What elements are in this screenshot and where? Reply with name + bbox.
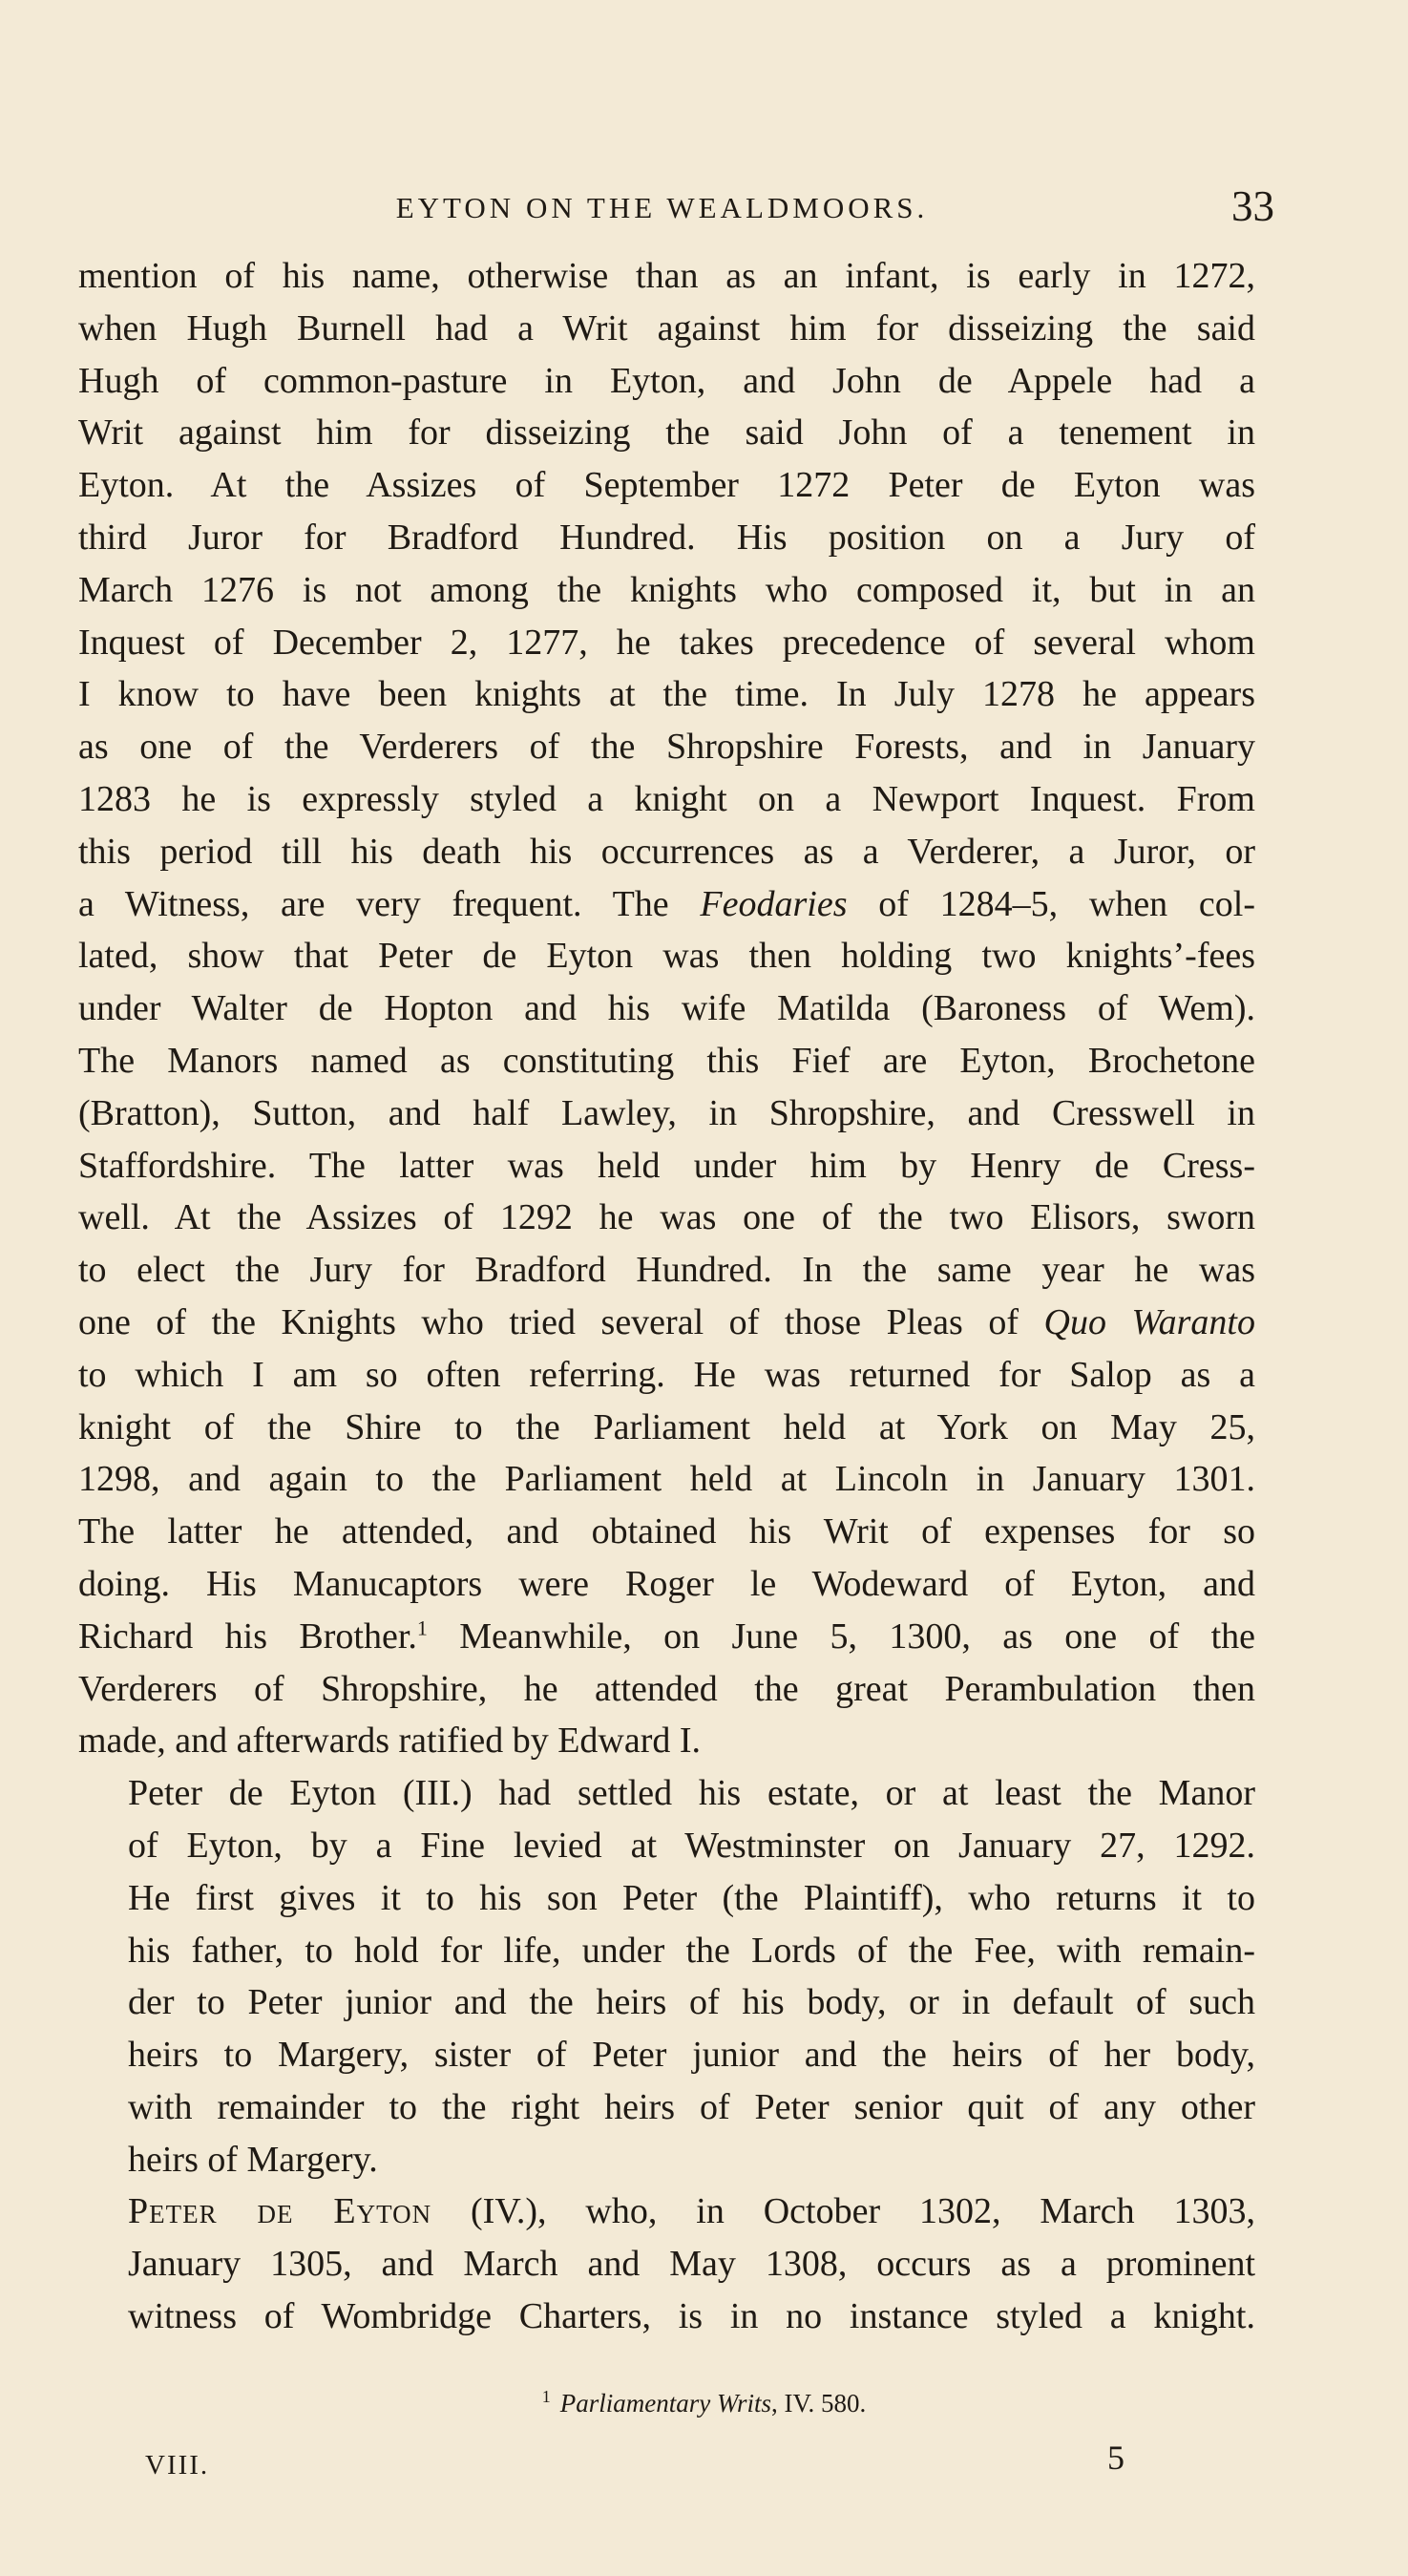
text-line: January 1305, and March and May 1308, occurs as a prominent <box>128 2244 1255 2285</box>
paragraph-3 <box>78 2185 1255 2342</box>
text-line: Hugh of common-pasture in Eyton, and John de Appele had a <box>78 360 1255 401</box>
text-line: mention of his name, otherwise than as an infant, is early in 1272, <box>78 256 1255 296</box>
text-line-peter-iv <box>78 2185 1255 2238</box>
footnote-mark: 1 <box>541 2387 551 2406</box>
text-line-quo-waranto <box>78 1297 1255 1349</box>
text-line: Staffordshire. The latter was held under him by Henry de Cress- <box>78 1145 1255 1186</box>
text-line: Verderers of Shropshire, he attended the great Perambulation then <box>78 1668 1255 1709</box>
text-line: lated, show that Peter de Eyton was then holding two knights’-fees <box>78 936 1255 977</box>
text-line: doing. His Manucaptors were Roger le Wodeward of Eyton, and <box>78 1563 1255 1604</box>
footnote-reference: 1 <box>416 1615 428 1640</box>
italic-title: Quo Waranto <box>1043 1301 1255 1342</box>
page-number: 33 <box>1231 182 1274 230</box>
text-line: under Walter de Hopton and his wife Matilda (Baroness of Wem). <box>78 988 1255 1029</box>
text-line: heirs of Margery. <box>128 2139 378 2180</box>
text-line: (Bratton), Sutton, and half Lawley, in Shropshire, and Cresswell in <box>78 1092 1255 1133</box>
text-line: made, and afterwards ratified by Edward I. <box>78 1721 702 1762</box>
text-line: when Hugh Burnell had a Writ against him for disseizing the said <box>78 307 1255 348</box>
text-line: as one of the Verderers of the Shropshire Forests, and in January <box>78 727 1255 768</box>
footnote-source: Parliamentary Writs <box>559 2389 771 2418</box>
text-run: a Witness, are very frequent. The <box>78 883 701 924</box>
paragraph-1 <box>78 250 1255 1767</box>
text-run: one of the Knights who tried several of those Pleas of <box>78 1301 1044 1342</box>
text-line: knight of the Shire to the Parliament held at York on May 25, <box>78 1406 1255 1447</box>
paragraph-2 <box>78 1767 1255 2185</box>
text-line-feodaries <box>78 878 1255 931</box>
italic-title: Feodaries <box>700 883 848 924</box>
text-run: (IV.), who, in October 1302, March 1303, <box>431 2191 1255 2232</box>
small-caps-name: Peter de Eyton <box>128 2191 432 2232</box>
text-line: The Manors named as constituting this Fief are Eyton, Brochetone <box>78 1040 1255 1081</box>
text-line: to which I am so often referring. He was returned for Salop as a <box>78 1354 1255 1395</box>
text-run: of 1284–5, when col- <box>847 883 1255 924</box>
text-line: with remainder to the right heirs of Peter senior quit of any other <box>128 2086 1255 2127</box>
text-line-footnote-ref <box>78 1611 1255 1663</box>
text-line: heirs to Margery, sister of Peter junior and the heirs of her body, <box>128 2035 1255 2076</box>
text-line: his father, to hold for life, under the Lords of the Fee, with remain- <box>128 1930 1255 1971</box>
text-line: 1283 he is expressly styled a knight on a Newport Inquest. From <box>78 778 1255 819</box>
text-run: Richard his Brother. <box>78 1615 417 1657</box>
text-line: Writ against him for disseizing the said John of a tenement in <box>78 412 1255 454</box>
text-line: March 1276 is not among the knights who composed it, but in an <box>78 569 1255 610</box>
text-line: 1298, and again to the Parliament held at Lincoln in January 1301. <box>78 1459 1255 1500</box>
footnote-text: , IV. 580. <box>770 2389 867 2418</box>
text-line: third Juror for Bradford Hundred. His position on a Jury of <box>78 517 1255 558</box>
running-title: EYTON ON THE WEALDMOORS. <box>395 191 929 224</box>
text-line: Eyton. At the Assizes of September 1272 Peter de Eyton was <box>78 465 1255 506</box>
text-line: well. At the Assizes of 1292 he was one of the two Elisors, sworn <box>78 1197 1255 1238</box>
text-line: to elect the Jury for Bradford Hundred. In the same year he was <box>78 1250 1255 1291</box>
body-text <box>78 250 1255 2343</box>
text-line: of Eyton, by a Fine levied at Westminster on January 27, 1292. <box>128 1825 1255 1866</box>
text-line: I know to have been knights at the time. In July 1278 he appears <box>78 674 1255 715</box>
text-line: der to Peter junior and the heirs of his body, or in default of such <box>128 1982 1255 2023</box>
text-line: He first gives it to his son Peter (the Plaintiff), who returns it to <box>128 1877 1255 1918</box>
text-line: Peter de Eyton (III.) had settled his estate, or at least the Manor <box>128 1773 1255 1814</box>
footnote <box>0 2387 1408 2418</box>
text-line: witness of Wombridge Charters, is in no instance styled a knight. <box>128 2296 1255 2337</box>
text-line: Inquest of December 2, 1277, he takes precedence of several whom <box>78 622 1255 663</box>
text-line: The latter he attended, and obtained his Writ of expenses for so <box>78 1511 1255 1552</box>
text-run: Meanwhile, on June 5, 1300, as one of the <box>427 1615 1256 1657</box>
sheet-number: 5 <box>1107 2439 1124 2477</box>
printer-signature: VIII. <box>145 2450 210 2481</box>
text-line: this period till his death his occurrences as a Verderer, a Juror, or <box>78 831 1255 872</box>
running-head <box>78 178 1274 235</box>
